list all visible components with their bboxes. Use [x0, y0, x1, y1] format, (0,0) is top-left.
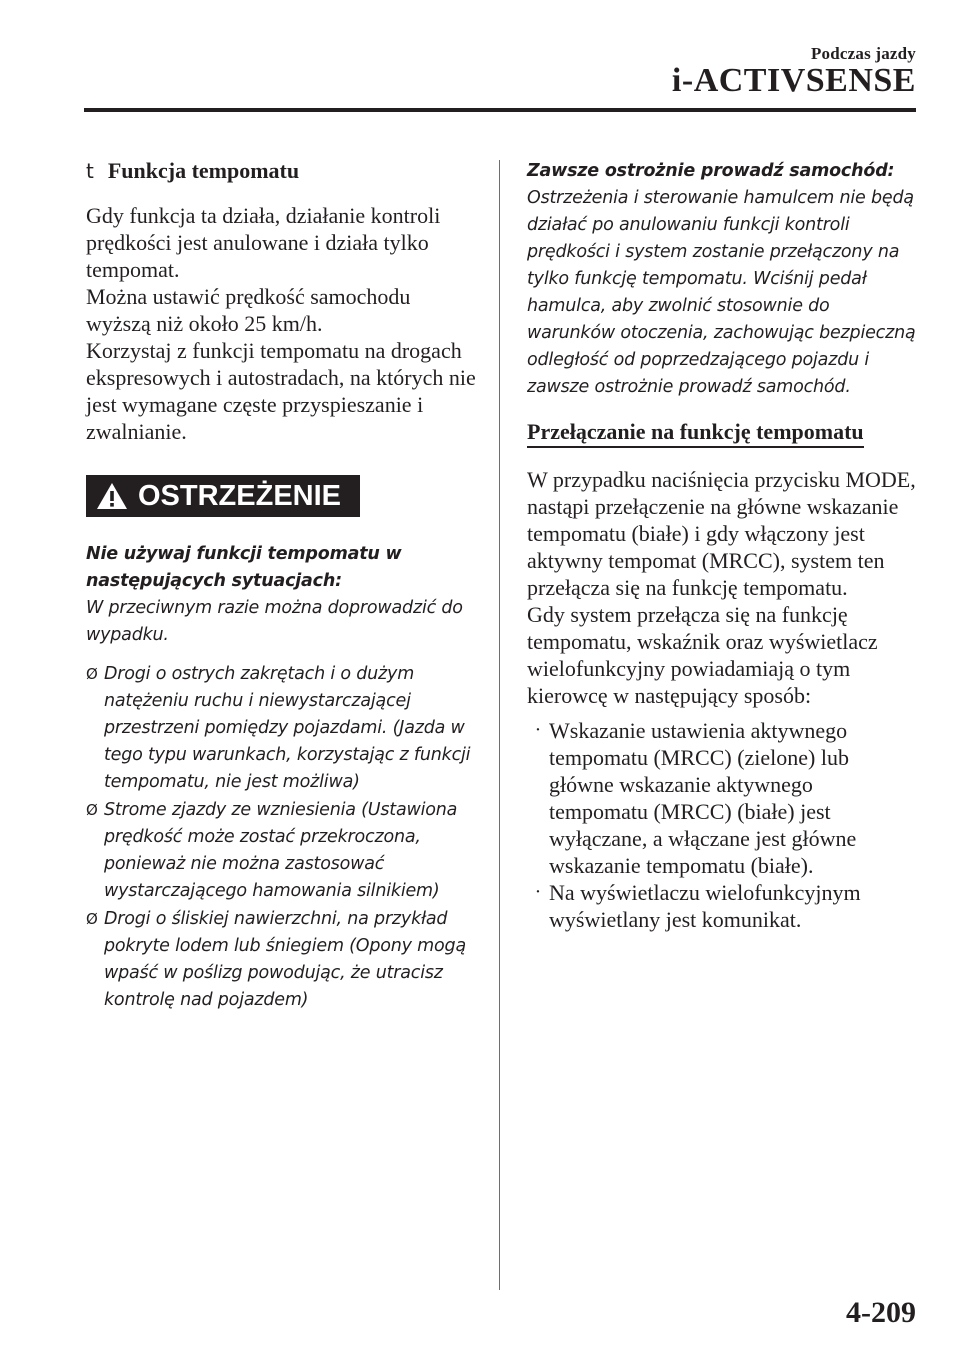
list-item — [527, 717, 917, 879]
warning-list — [86, 661, 476, 1014]
sub-heading: Przełączanie na funkcję tempomatu — [527, 419, 864, 448]
arrow-bullet-icon: Ø — [86, 910, 98, 928]
warning-title: Nie używaj funkcji tempomatu w następujących sytuacjach: — [86, 544, 402, 591]
dot-bullet-icon: · — [534, 719, 542, 741]
warning-banner — [86, 475, 360, 517]
body-paragraph: Gdy funkcja ta działa, działanie kontroli prędkości jest anulowane i działa tylko tempomat. — [86, 203, 441, 282]
left-column — [86, 158, 476, 1015]
dot-bullet-icon: · — [534, 881, 542, 903]
warning-label: OSTRZEŻENIE — [138, 479, 342, 512]
body-paragraph: Można ustawić prędkość samochodu wyższą niż około 25 km/h. — [86, 284, 411, 336]
list-item-text: Wskazanie ustawienia aktywnego tempomatu (MRCC) (zielone) lub główne wskazanie aktywnego tempomatu (MRCC) (białe) jest wyłączane, a włączane jest główne wskazanie tempomatu (białe). — [549, 718, 857, 878]
arrow-bullet-icon: Ø — [86, 801, 98, 819]
column-divider — [499, 160, 500, 1290]
body-paragraph: Gdy system przełącza się na funkcję tempomatu, wskaźnik oraz wyświetlacz wielofunkcyjny powiadamiają o tym kierowcę w następujący sposób: — [527, 602, 878, 708]
list-item — [86, 797, 476, 905]
warning-title: Zawsze ostrożnie prowadź samochód: — [527, 161, 895, 181]
section-heading — [86, 158, 476, 184]
right-column — [527, 158, 917, 933]
arrow-bullet-icon: Ø — [86, 665, 98, 683]
body-paragraph: W przypadku naciśnięcia przycisku MODE, nastąpi przełączenie na główne wskazanie tempomatu (białe) i gdy włączony jest aktywny tempomat (MRCC), system ten przełącza się na funkcję tempomatu. — [527, 467, 916, 600]
page-number: 4-209 — [846, 1296, 916, 1329]
warning-triangle-icon — [96, 481, 128, 511]
list-item — [86, 906, 476, 1014]
body-paragraph: Korzystaj z funkcji tempomatu na drogach ekspresowych i autostradach, na których nie jest wymagane częste przyspieszanie i zwalnianie. — [86, 338, 476, 444]
header-section-label: Podczas jazdy — [810, 44, 916, 63]
warning-continued — [527, 158, 917, 401]
section-heading-text: Funkcja tempomatu — [107, 158, 300, 183]
notification-list — [527, 717, 917, 933]
list-item — [86, 661, 476, 796]
warning-intro — [86, 541, 476, 649]
warning-body: W przeciwnym razie można doprowadzić do wypadku. — [86, 598, 463, 645]
header-rule — [84, 108, 916, 112]
section-marker: t — [86, 159, 94, 183]
list-item-text: Strome zjazdy ze wzniesienia (Ustawiona prędkość może zostać przekroczona, ponieważ nie można zastosować wystarczającego hamowania silnikiem) — [104, 800, 458, 901]
header-title: i-ACTIVSENSE — [671, 62, 916, 99]
warning-body: Ostrzeżenia i sterowanie hamulcem nie będą działać po anulowaniu funkcji kontroli prędkości i system zostanie przełączony na tylko funkcję tempomatu. Wciśnij pedał hamulca, aby zwolnić stosownie do warunków otoczenia, zachowując bezpieczną odległość od poprzedzającego pojazdu i zawsze ostrożnie prowadź samochód. — [527, 188, 916, 397]
list-item-text: Drogi o śliskiej nawierzchni, na przykład pokryte lodem lub śniegiem (Opony mogą wpaść w poślizg powodując, że utracisz kontrolę nad pojazdem) — [104, 909, 466, 1010]
list-item — [527, 879, 917, 933]
list-item-text: Na wyświetlaczu wielofunkcyjnym wyświetlany jest komunikat. — [549, 880, 861, 932]
list-item-text: Drogi o ostrych zakrętach i o dużym natężeniu ruchu i niewystarczającej przestrzeni pomiędzy pojazdami. (Jazda w tego typu warunkach, korzystając z funkcji tempomatu, nie jest możliwa) — [104, 664, 471, 792]
